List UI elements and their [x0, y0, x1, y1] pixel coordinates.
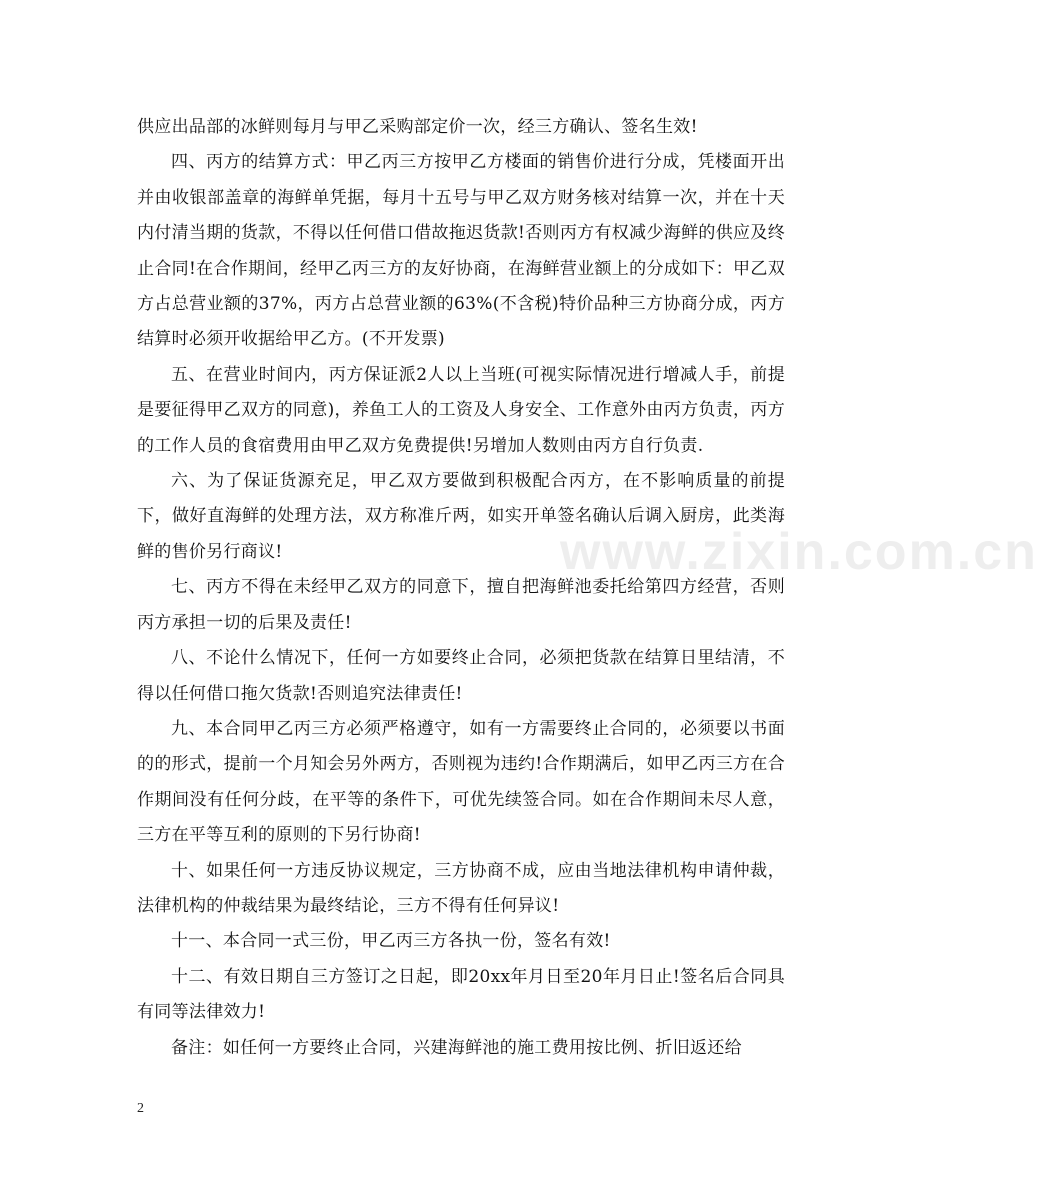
contract-paragraph-continuation: 供应出品部的冰鲜则每月与甲乙采购部定价一次，经三方确认、签名生效!: [137, 117, 698, 137]
document-body: [137, 110, 785, 1066]
contract-remark: 备注：如任何一方要终止合同，兴建海鲜池的施工费用按比例、折旧返还给: [171, 1037, 742, 1058]
site-watermark: www.zixin.com.cn: [560, 523, 1038, 581]
page-number: 2: [137, 1101, 144, 1116]
contract-clause-4: 四、丙方的结算方式：甲乙丙三方按甲乙方楼面的销售价进行分成，凭楼面开出并由收银部盖章的海鲜单凭据，每月十五号与甲乙双方财务核对结算一次，并在十天内付清当期的货款，不得以任何借口借故拖迟货款!否则丙方有权减少海鲜的供应及终止合同!在合作期间，经甲乙丙三方的友好协商，在海鲜营业额上的分成如下：甲乙双方占总营业额的37%，丙方占总营业额的63%(不含税)特价品种三方协商分成，丙方结算时必须开收据给甲乙方。(不开发票): [137, 152, 785, 350]
contract-clause-9: 九、本合同甲乙丙三方必须严格遵守，如有一方需要终止合同的，必须要以书面的的形式，提前一个月知会另外两方，否则视为违约!合作期满后，如甲乙丙三方在合作期间没有任何分歧，在平等的条件下，可优先续签合同。如在合作期间未尽人意，三方在平等互利的原则的下另行协商!: [137, 718, 785, 846]
contract-clause-8: 八、不论什么情况下，任何一方如要终止合同，必须把货款在结算日里结清，不得以任何借口拖欠货款!否则追究法律责任!: [137, 648, 785, 704]
contract-clause-10: 十、如果任何一方违反协议规定，三方协商不成，应由当地法律机构申请仲裁，法律机构的仲裁结果为最终结论，三方不得有任何异议!: [137, 860, 785, 916]
contract-clause-7: 七、丙方不得在未经甲乙双方的同意下，擅自把海鲜池委托给第四方经营，否则丙方承担一切的后果及责任!: [137, 577, 785, 633]
contract-clause-11: 十一、本合同一式三份，甲乙丙三方各执一份，签名有效!: [171, 931, 611, 952]
contract-clause-6: 六、为了保证货源充足，甲乙双方要做到积极配合丙方，在不影响质量的前提下，做好直海鲜的处理方法，双方称准斤两，如实开单签名确认后调入厨房，此类海鲜的售价另行商议!: [137, 471, 785, 562]
contract-clause-5: 五、在营业时间内，丙方保证派2人以上当班(可视实际情况进行增减人手，前提是要征得甲乙双方的同意)，养鱼工人的工资及人身安全、工作意外由丙方负责，丙方的工作人员的食宿费用由甲乙双方免费提供!另增加人数则由丙方自行负责.: [137, 364, 785, 456]
contract-clause-12: 十二、有效日期自三方签订之日起，即20xx年月日至20年月日止!签名后合同具有同等法律效力!: [137, 966, 785, 1023]
